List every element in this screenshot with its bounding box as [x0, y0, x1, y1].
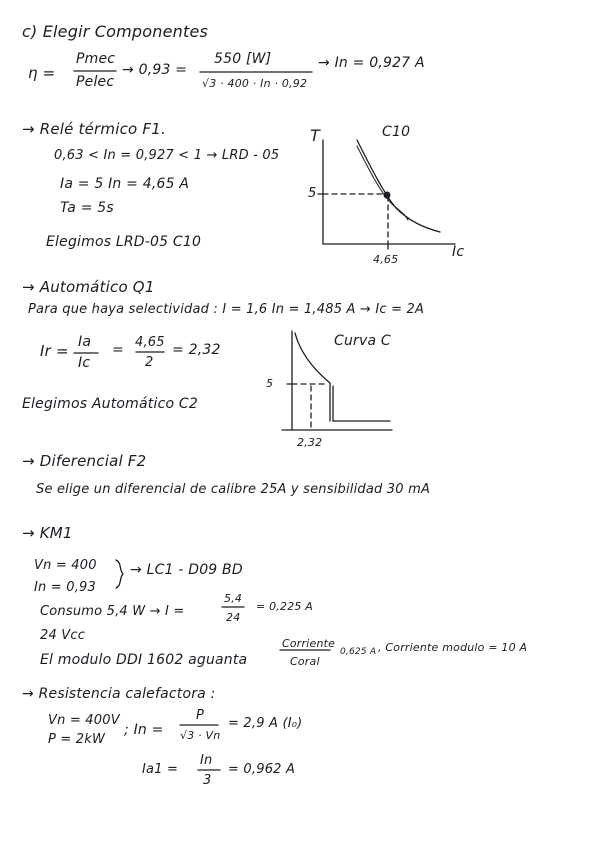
fraction-denominator: 3: [203, 773, 212, 788]
km1-consumo-result: = 0,225 A: [256, 600, 314, 613]
ir-label: Ir =: [40, 342, 69, 360]
fraction-numerator: Corriente: [282, 637, 336, 650]
graph-y-tick: 5: [308, 186, 317, 201]
graph-x-tick: 2,32: [297, 436, 323, 449]
fraction-denominator: Pelec: [76, 74, 115, 90]
fraction-numerator: Ia: [78, 334, 92, 350]
graph-title: Curva C: [334, 333, 391, 349]
rele-ta-line: Ta = 5s: [60, 200, 114, 216]
resistencia-in-label: ; In =: [124, 722, 164, 738]
km1-title: → KM1: [22, 524, 73, 542]
km1-modulo-text: El modulo DDI 1602 aguanta: [40, 652, 248, 668]
graph-x-label: Ic: [452, 244, 465, 260]
km1-vn: Vn = 400: [34, 558, 97, 573]
fraction-denominator: Ic: [78, 355, 91, 371]
km1-consumo: Consumo 5,4 W → I =: [40, 604, 185, 619]
graph-y-tick: 5: [266, 377, 274, 390]
brace: [116, 560, 123, 588]
ir-result: = 2,32: [172, 342, 221, 358]
nominal-current-result: → In = 0,927 A: [318, 55, 425, 71]
fraction-numerator: P: [196, 708, 205, 723]
fraction-numerator: 5,4: [224, 592, 243, 605]
resistencia-ia-label: Ia1 =: [142, 762, 179, 777]
rele-range-line: 0,63 < In = 0,927 < 1 → LRD - 05: [54, 148, 280, 163]
km1-vcc: 24 Vcc: [40, 628, 86, 643]
graph-title: C10: [382, 124, 411, 140]
curve-c10: [357, 140, 440, 232]
diferencial-line: Se elige un diferencial de calibre 25A y sensibilidad 30 mA: [36, 482, 431, 497]
graph-y-label: T: [310, 126, 320, 145]
rele-choice-line: Elegimos LRD-05 C10: [46, 234, 202, 250]
fraction-denominator: Coral: [290, 655, 320, 668]
eta-label: η =: [28, 64, 56, 82]
equals-sign: =: [112, 342, 124, 358]
fraction-numerator: In: [200, 753, 213, 768]
km1-modulo-end: , Corriente modulo = 10 A: [378, 641, 528, 654]
graph-x-tick: 4,65: [373, 253, 399, 266]
operating-point: [384, 192, 390, 198]
fraction-numerator: Pmec: [76, 51, 116, 67]
resistencia-result: = 2,9 A (I₀): [228, 716, 303, 731]
resistencia-vn: Vn = 400V: [48, 713, 120, 728]
fraction-denominator: √3 · Vn: [180, 729, 221, 742]
efficiency-value: → 0,93 =: [122, 62, 188, 78]
section-c-heading: c) Elegir Componentes: [22, 22, 209, 41]
resistencia-p: P = 2kW: [48, 732, 106, 747]
km1-in: In = 0,93: [34, 580, 96, 595]
curve-c10-lower: [357, 146, 408, 220]
fraction-numerator: 550 [W]: [214, 51, 272, 67]
fraction-numerator: 4,65: [135, 335, 165, 350]
automatico-choice: Elegimos Automático C2: [22, 396, 198, 412]
fraction-denominator: 2: [145, 355, 154, 370]
fraction-denominator: 24: [226, 611, 241, 624]
km1-result: → LC1 - D09 BD: [130, 562, 243, 578]
selectividad-line: Para que haya selectividad : I = 1,6 In = 1,485 A → Ic = 2A: [28, 302, 425, 317]
curve-c: [295, 333, 330, 383]
km1-modulo-value: 0,625 A: [340, 647, 377, 657]
fraction-denominator: √3 · 400 · In · 0,92: [202, 77, 308, 90]
resistencia-result2: = 0,962 A: [228, 762, 296, 777]
resistencia-title: → Resistencia calefactora :: [22, 686, 216, 702]
automatico-title: → Automático Q1: [22, 278, 155, 296]
rele-title: → Relé térmico F1.: [22, 120, 166, 138]
diferencial-title: → Diferencial F2: [22, 452, 147, 470]
rele-trip-curve-graph: [318, 140, 455, 249]
rele-ia-line: Ia = 5 In = 4,65 A: [60, 176, 190, 192]
